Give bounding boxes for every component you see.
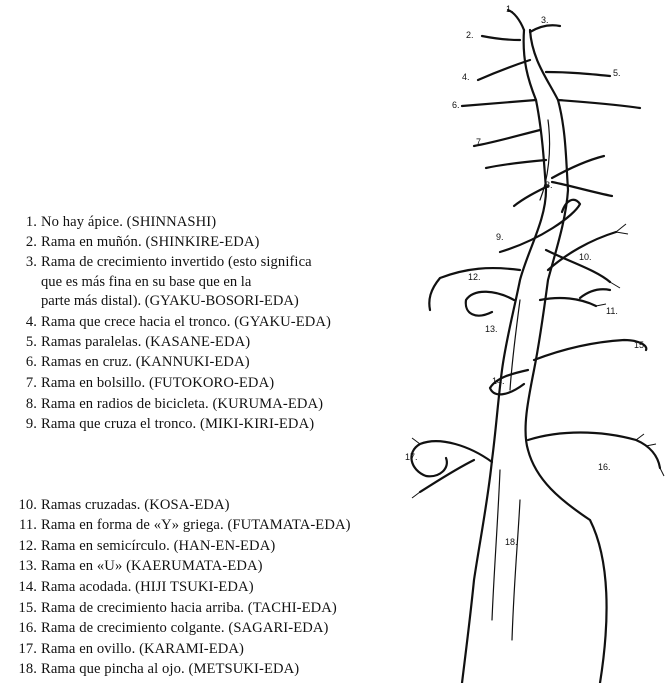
legend-item-9: 9. Rama que cruza el tronco. (MIKI-KIRI-EDA) bbox=[25, 416, 315, 432]
legend-item-3-line-3: parte más distal). (GYAKU-BOSORI-EDA) bbox=[41, 293, 299, 309]
tree-illustration bbox=[360, 0, 670, 683]
legend-item-15: 15. Rama de crecimiento hacia arriba. (TACHI-EDA) bbox=[18, 600, 337, 616]
legend-item-8: 8. Rama en radios de bicicleta. (KURUMA-EDA) bbox=[25, 396, 324, 412]
legend-item-4: 4. Rama que crece hacia el tronco. (GYAKU-EDA) bbox=[25, 314, 331, 330]
branch-5 bbox=[546, 72, 610, 76]
diagram-label-9: 9. bbox=[496, 232, 504, 242]
diagram-label-8: 8. bbox=[545, 180, 553, 190]
legend-item-18: 18. Rama que pincha al ojo. (METSUKI-EDA) bbox=[18, 661, 300, 677]
legend-item-5: 5. Ramas paralelas. (KASANE-EDA) bbox=[25, 334, 251, 350]
trunk-texture-2 bbox=[510, 300, 520, 390]
trunk-right-edge bbox=[526, 30, 607, 683]
branch-11 bbox=[540, 289, 610, 306]
legend-item-16: 16. Rama de crecimiento colgante. (SAGARI-EDA) bbox=[18, 620, 329, 636]
diagram-label-16: 16. bbox=[598, 462, 611, 472]
branch-16 bbox=[528, 433, 660, 469]
branch-6-left bbox=[462, 100, 536, 106]
diagram-label-17: 17. bbox=[405, 452, 418, 462]
branch-15 bbox=[534, 340, 646, 360]
legend-item-6: 6. Ramas en cruz. (KANNUKI-EDA) bbox=[25, 354, 250, 370]
legend-item-11: 11. Rama en forma de «Y» griega. (FUTAMATA-EDA) bbox=[18, 517, 351, 533]
diagram-label-4: 4. bbox=[462, 72, 470, 82]
trunk-left-edge bbox=[462, 30, 546, 683]
diagram-label-5: 5. bbox=[613, 68, 621, 78]
diagram-label-7: 7. bbox=[476, 137, 484, 147]
branch-7 bbox=[474, 130, 540, 146]
legend-item-7: 7. Rama en bolsillo. (FUTOKORO-EDA) bbox=[25, 375, 275, 391]
legend-item-3-line-2: que es más fina en su base que en la bbox=[41, 274, 252, 290]
legend-item-14: 14. Rama acodada. (HIJI TSUKI-EDA) bbox=[18, 579, 254, 595]
diagram-label-14: 14. bbox=[492, 376, 505, 386]
branch-8-r1 bbox=[552, 156, 604, 178]
diagram-label-3: 3. bbox=[541, 15, 549, 25]
diagram-label-10: 10. bbox=[579, 252, 592, 262]
diagram-label-1: 1. bbox=[506, 4, 514, 14]
legend-item-12: 12. Rama en semicírculo. (HAN-EN-EDA) bbox=[18, 538, 276, 554]
branch-17 bbox=[411, 441, 492, 476]
diagram-label-15: 15. bbox=[634, 340, 647, 350]
branch-4-top bbox=[478, 60, 530, 80]
diagram-label-2: 2. bbox=[466, 30, 474, 40]
trunk-texture-3 bbox=[492, 470, 500, 620]
tree-drawing bbox=[360, 0, 670, 683]
diagram-label-6: 6. bbox=[452, 100, 460, 110]
legend-item-3: 3. Rama de crecimiento invertido (esto significa bbox=[25, 254, 312, 270]
trunk-texture-4 bbox=[512, 500, 520, 640]
legend-item-2: 2. Rama en muñón. (SHINKIRE-EDA) bbox=[25, 234, 260, 250]
branch-2-top bbox=[482, 36, 520, 40]
branch-8-r3 bbox=[514, 186, 548, 206]
diagram-label-11: 11. bbox=[606, 306, 618, 316]
diagram-label-12: 12. bbox=[468, 272, 481, 282]
legend-item-17: 17. Rama en ovillo. (KARAMI-EDA) bbox=[18, 641, 245, 657]
branch-8-r2 bbox=[552, 182, 612, 196]
diagram-label-13: 13. bbox=[485, 324, 498, 334]
branch-3-top bbox=[530, 25, 560, 32]
legend-item-1: 1. No hay ápice. (SHINNASHI) bbox=[25, 214, 217, 230]
branch-13 bbox=[466, 292, 514, 316]
branch-10-a bbox=[548, 232, 616, 270]
branch-6-right bbox=[558, 100, 640, 108]
legend-item-13: 13. Rama en «U» (KAERUMATA-EDA) bbox=[18, 558, 263, 574]
diagram-label-18: 18. bbox=[505, 537, 518, 547]
branch-7b bbox=[486, 160, 546, 168]
legend-item-10: 10. Ramas cruzadas. (KOSA-EDA) bbox=[18, 497, 230, 513]
branch-10-b bbox=[546, 250, 610, 282]
